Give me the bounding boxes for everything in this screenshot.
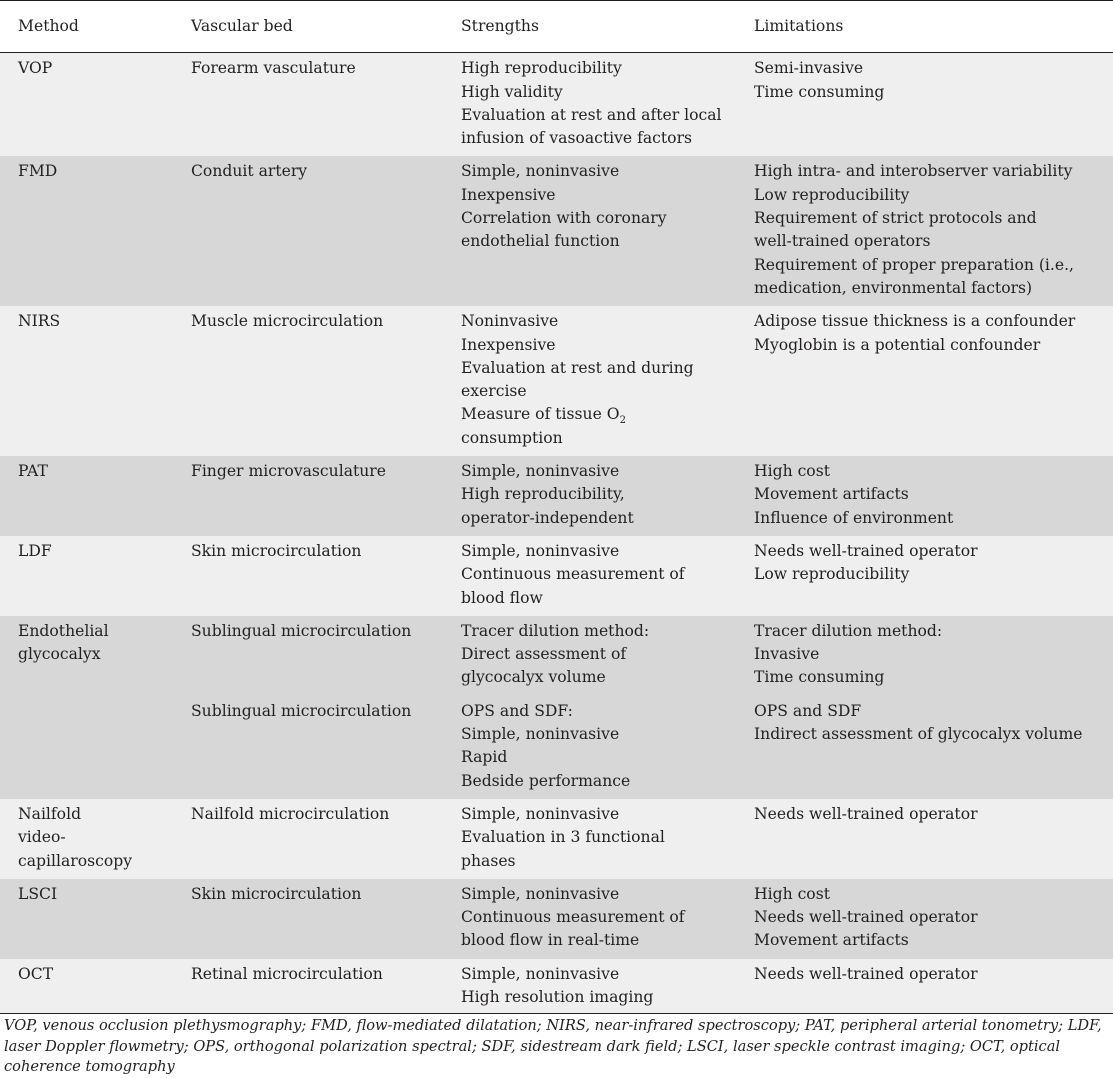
strengths-cell — [443, 799, 736, 879]
cell-text: exercise — [461, 382, 527, 401]
cell-text: OCT — [18, 964, 54, 983]
cell-text: Movement artifacts — [754, 485, 909, 504]
cell-line — [754, 460, 1107, 483]
table-row — [0, 799, 1113, 879]
cell-text: Skin microcirculation — [191, 541, 362, 560]
cell-line — [461, 483, 730, 506]
cell-line — [18, 850, 167, 873]
cell-text: Tracer dilution method: — [754, 621, 943, 640]
cell-line — [461, 963, 730, 986]
cell-text: Muscle microcirculation — [191, 312, 384, 331]
cell-text: Myoglobin is a potential confounder — [754, 335, 1041, 354]
cell-text: Needs well-trained operator — [754, 804, 978, 823]
cell-text: Needs well-trained operator — [754, 541, 978, 560]
cell-line — [754, 803, 1107, 826]
cell-line — [191, 963, 437, 986]
header-method: Method — [0, 1, 173, 53]
table-row — [0, 456, 1113, 536]
cell-text: LDF — [18, 541, 52, 560]
vascular-bed-cell — [173, 53, 443, 157]
cell-line — [18, 160, 167, 183]
cell-text: OPS and SDF: — [461, 701, 573, 720]
cell-text: Correlation with coronary — [461, 209, 667, 228]
table-footnote: VOP, venous occlusion plethysmography; FMD, flow-mediated dilatation; NIRS, near-infrared spectroscopy; PAT, peripheral arterial tonometry; LDF, laser Doppler flowmetry; OPS, orthogonal polarization spectral; SDF, sidestream dark field; LSCI, laser speckle contrast imaging; OCT, optical coherence tomography — [4, 1017, 1102, 1075]
vascular-bed-cell — [173, 156, 443, 306]
cell-text: Sublingual microcirculation — [191, 621, 412, 640]
cell-text: Semi-invasive — [754, 59, 864, 78]
cell-line — [461, 230, 730, 253]
vascular-bed-cell — [173, 879, 443, 959]
cell-line — [191, 160, 437, 183]
cell-text: Measure of tissue O — [461, 405, 620, 424]
cell-line — [754, 620, 1107, 643]
cell-text: High intra- and interobserver variability — [754, 162, 1073, 181]
cell-text: Needs well-trained operator — [754, 908, 978, 927]
strengths-cell — [443, 156, 736, 306]
cell-text: Forearm vasculature — [191, 59, 356, 78]
cell-line — [461, 883, 730, 906]
cell-text: medication, environmental factors) — [754, 278, 1033, 297]
strengths-cell — [443, 536, 736, 616]
cell-text: High reproducibility — [461, 59, 622, 78]
cell-line — [191, 57, 437, 80]
table-row — [0, 156, 1113, 306]
cell-line — [754, 906, 1107, 929]
cell-line — [191, 883, 437, 906]
cell-line — [461, 643, 730, 666]
cell-text: Noninvasive — [461, 312, 559, 331]
limitations-cell — [736, 879, 1113, 959]
cell-line — [461, 746, 730, 769]
cell-line — [461, 207, 730, 230]
cell-text: Simple, noninvasive — [461, 725, 620, 744]
table-row — [0, 536, 1113, 616]
cell-line — [461, 427, 730, 450]
header-strengths: Strengths — [443, 1, 736, 53]
cell-text: Sublingual microcirculation — [191, 701, 412, 720]
cell-line — [754, 507, 1107, 530]
cell-text: High cost — [754, 884, 830, 903]
cell-line — [191, 620, 437, 643]
cell-text: Requirement of strict protocols and — [754, 209, 1037, 228]
cell-line — [461, 160, 730, 183]
limitations-cell — [736, 799, 1113, 879]
header-limitations: Limitations — [736, 1, 1113, 53]
cell-text: Tracer dilution method: — [461, 621, 650, 640]
limitations-cell — [736, 456, 1113, 536]
cell-line — [18, 963, 167, 986]
cell-line — [754, 723, 1107, 746]
cell-text: Simple, noninvasive — [461, 804, 620, 823]
cell-line — [754, 334, 1107, 357]
table-row — [0, 879, 1113, 959]
cell-text: Simple, noninvasive — [461, 162, 620, 181]
cell-text: Nailfold microcirculation — [191, 804, 390, 823]
cell-text: Conduit artery — [191, 162, 308, 181]
strengths-cell — [443, 696, 736, 799]
cell-text: Adipose tissue thickness is a confounder — [754, 312, 1076, 331]
cell-line — [18, 883, 167, 906]
table-row — [0, 53, 1113, 157]
cell-text: glycocalyx volume — [461, 668, 606, 687]
cell-text: Influence of environment — [754, 508, 954, 527]
vascular-bed-cell — [173, 696, 443, 799]
cell-text: Direct assessment of — [461, 645, 627, 664]
limitations-cell — [736, 306, 1113, 456]
cell-line — [461, 770, 730, 793]
cell-text: glycocalyx — [18, 645, 101, 664]
cell-text: Evaluation in 3 functional — [461, 828, 665, 847]
cell-text: Low reproducibility — [754, 185, 910, 204]
cell-line — [191, 803, 437, 826]
header-vascular-bed: Vascular bed — [173, 1, 443, 53]
cell-text: Evaluation at rest and during — [461, 358, 694, 377]
cell-text: well-trained operators — [754, 232, 931, 251]
cell-line — [461, 81, 730, 104]
cell-line — [754, 700, 1107, 723]
method-cell — [0, 53, 173, 157]
cell-line — [754, 81, 1107, 104]
method-cell — [0, 799, 173, 879]
cell-text: Requirement of proper preparation (i.e., — [754, 255, 1075, 274]
limitations-cell — [736, 53, 1113, 157]
cell-text: video- — [18, 828, 66, 847]
cell-text: LSCI — [18, 884, 58, 903]
cell-text: Nailfold — [18, 804, 82, 823]
cell-text: OPS and SDF — [754, 701, 862, 720]
cell-line — [754, 207, 1107, 230]
strengths-cell — [443, 53, 736, 157]
cell-line — [754, 160, 1107, 183]
vascular-bed-cell — [173, 456, 443, 536]
cell-line — [461, 357, 730, 380]
method-cell — [0, 306, 173, 456]
cell-line — [461, 803, 730, 826]
cell-text: PAT — [18, 462, 48, 481]
cell-line — [754, 184, 1107, 207]
cell-text: Continuous measurement of — [461, 908, 685, 927]
cell-line — [18, 620, 167, 643]
cell-line — [461, 620, 730, 643]
cell-line — [461, 310, 730, 333]
cell-text: Retinal microcirculation — [191, 964, 383, 983]
method-cell — [0, 616, 173, 696]
table-header — [0, 1, 1113, 53]
limitations-cell — [736, 616, 1113, 696]
cell-text: High resolution imaging — [461, 987, 654, 1006]
method-cell — [0, 959, 173, 1014]
cell-text: Endothelial — [18, 621, 109, 640]
cell-line — [191, 310, 437, 333]
limitations-cell — [736, 536, 1113, 616]
table-row — [0, 616, 1113, 696]
table-row — [0, 306, 1113, 456]
cell-line — [754, 563, 1107, 586]
cell-line — [191, 540, 437, 563]
cell-text: Time consuming — [754, 82, 885, 101]
method-cell — [0, 696, 173, 799]
limitations-cell — [736, 959, 1113, 1014]
cell-line — [461, 850, 730, 873]
cell-line — [18, 57, 167, 80]
cell-line — [754, 883, 1107, 906]
cell-line — [18, 826, 167, 849]
cell-line — [461, 334, 730, 357]
cell-text: Rapid — [461, 748, 508, 767]
subscript: 2 — [619, 415, 626, 427]
header-row — [0, 1, 1113, 53]
cell-text: Inexpensive — [461, 185, 556, 204]
cell-line — [461, 540, 730, 563]
cell-text: Needs well-trained operator — [754, 964, 978, 983]
cell-line — [461, 587, 730, 610]
method-cell — [0, 536, 173, 616]
cell-line — [461, 57, 730, 80]
cell-text: Simple, noninvasive — [461, 541, 620, 560]
cell-line — [754, 666, 1107, 689]
cell-line — [18, 540, 167, 563]
cell-line — [754, 643, 1107, 666]
vascular-bed-cell — [173, 306, 443, 456]
strengths-cell — [443, 616, 736, 696]
table-row — [0, 959, 1113, 1014]
cell-line — [191, 700, 437, 723]
cell-text: Movement artifacts — [754, 931, 909, 950]
cell-line — [754, 277, 1107, 300]
method-cell — [0, 156, 173, 306]
table-row — [0, 696, 1113, 799]
cell-text: High validity — [461, 82, 563, 101]
cell-line — [191, 460, 437, 483]
cell-text: Bedside performance — [461, 771, 631, 790]
limitations-cell — [736, 696, 1113, 799]
cell-text: infusion of vasoactive factors — [461, 129, 693, 148]
limitations-cell — [736, 156, 1113, 306]
method-cell — [0, 456, 173, 536]
cell-line — [18, 310, 167, 333]
cell-line — [461, 104, 730, 127]
strengths-cell — [443, 306, 736, 456]
cell-line — [754, 929, 1107, 952]
method-cell — [0, 879, 173, 959]
cell-text: Low reproducibility — [754, 565, 910, 584]
cell-text: FMD — [18, 162, 58, 181]
cell-text: High cost — [754, 462, 830, 481]
cell-text: Simple, noninvasive — [461, 964, 620, 983]
vascular-bed-cell — [173, 799, 443, 879]
cell-text: Time consuming — [754, 668, 885, 687]
cell-line — [461, 460, 730, 483]
cell-line — [461, 380, 730, 403]
cell-text: Simple, noninvasive — [461, 884, 620, 903]
cell-text: Inexpensive — [461, 335, 556, 354]
vascular-bed-cell — [173, 616, 443, 696]
cell-text: NIRS — [18, 312, 61, 331]
cell-line — [754, 963, 1107, 986]
cell-text: VOP — [18, 59, 53, 78]
cell-line — [461, 986, 730, 1009]
cell-text: Finger microvasculature — [191, 462, 386, 481]
cell-line — [754, 483, 1107, 506]
cell-text: capillaroscopy — [18, 851, 133, 870]
cell-text: operator-independent — [461, 508, 634, 527]
cell-line — [754, 57, 1107, 80]
cell-line — [461, 723, 730, 746]
cell-line — [461, 403, 730, 426]
strengths-cell — [443, 456, 736, 536]
cell-text: Simple, noninvasive — [461, 462, 620, 481]
cell-text: blood flow — [461, 588, 543, 607]
cell-line — [461, 507, 730, 530]
cell-line — [461, 666, 730, 689]
cell-line — [18, 643, 167, 666]
cell-line — [18, 803, 167, 826]
cell-line — [754, 230, 1107, 253]
cell-text: Continuous measurement of — [461, 565, 685, 584]
cell-text: blood flow in real-time — [461, 931, 640, 950]
cell-text: Indirect assessment of glycocalyx volume — [754, 725, 1083, 744]
cell-line — [461, 906, 730, 929]
cell-line — [461, 563, 730, 586]
cell-line — [461, 929, 730, 952]
cell-line — [754, 310, 1107, 333]
vascular-bed-cell — [173, 959, 443, 1014]
cell-line — [754, 254, 1107, 277]
strengths-cell — [443, 959, 736, 1014]
cell-line — [461, 700, 730, 723]
cell-line — [18, 460, 167, 483]
cell-line — [754, 540, 1107, 563]
cell-text: phases — [461, 851, 516, 870]
strengths-cell — [443, 879, 736, 959]
cell-text: Invasive — [754, 645, 820, 664]
cell-text: endothelial function — [461, 232, 620, 251]
cell-line — [461, 127, 730, 150]
cell-text: Skin microcirculation — [191, 884, 362, 903]
cell-text: High reproducibility, — [461, 485, 625, 504]
cell-line — [461, 184, 730, 207]
vascular-bed-cell — [173, 536, 443, 616]
cell-text: consumption — [461, 428, 563, 447]
table-body — [0, 53, 1113, 1014]
cell-line — [461, 826, 730, 849]
cell-text: Evaluation at rest and after local — [461, 105, 722, 124]
